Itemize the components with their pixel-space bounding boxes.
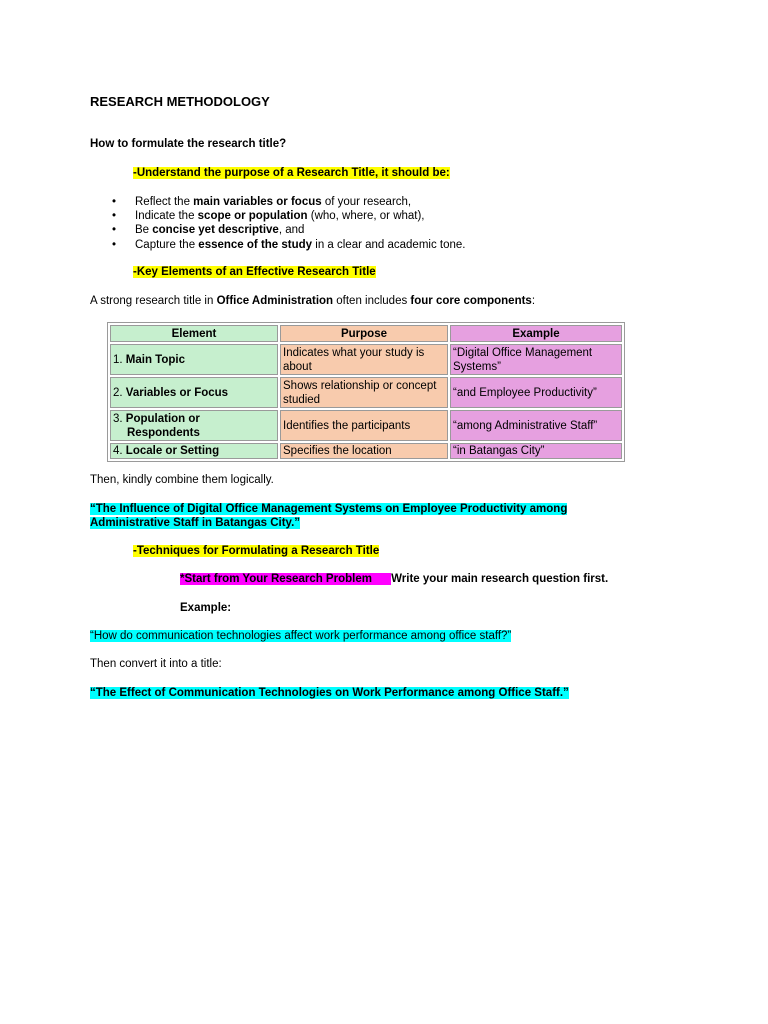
element-name: Locale or Setting bbox=[125, 445, 220, 457]
purpose-heading bbox=[133, 167, 450, 179]
final-title bbox=[90, 687, 569, 699]
example-title-block bbox=[90, 502, 567, 530]
bullet-text: Reflect the bbox=[135, 196, 194, 208]
technique-1-text: Write your main research question first. bbox=[391, 573, 609, 585]
bullet-item bbox=[110, 238, 466, 252]
combine-paragraph: Then, kindly combine them logically. bbox=[90, 474, 274, 486]
bullet-dot: • bbox=[112, 210, 117, 223]
page-title: RESEARCH METHODOLOGY bbox=[90, 94, 270, 109]
purpose-cell: Identifies the participants bbox=[280, 410, 448, 441]
element-name: Population or bbox=[125, 412, 200, 425]
elements-table bbox=[107, 322, 625, 462]
techniques-heading-text: -Techniques for Formulating a Research Title bbox=[133, 545, 380, 557]
key-elements-heading-text: -Key Elements of an Effective Research Title bbox=[133, 266, 376, 278]
bullet-bold: main variables or focus bbox=[193, 196, 322, 208]
element-name-continued: Respondents bbox=[127, 426, 200, 439]
bullet-text: of your research, bbox=[321, 196, 412, 208]
bullet-text: , and bbox=[278, 224, 305, 237]
intro-text: often includes bbox=[333, 295, 411, 307]
intro-text: A strong research title in bbox=[90, 295, 217, 307]
element-name: Variables or Focus bbox=[125, 386, 229, 399]
bullet-dot: • bbox=[112, 238, 117, 251]
convert-paragraph: Then convert it into a title: bbox=[90, 658, 222, 670]
bullet-dot: • bbox=[112, 224, 117, 237]
intro-paragraph bbox=[90, 295, 535, 307]
key-elements-heading bbox=[133, 266, 376, 278]
bullet-text: Be bbox=[135, 224, 153, 237]
bullet-text: Indicate the bbox=[135, 210, 198, 223]
table-row bbox=[110, 344, 622, 375]
bullet-bold: essence of the study bbox=[198, 238, 313, 251]
header-element: Element bbox=[110, 325, 278, 342]
example-label: Example: bbox=[180, 602, 232, 614]
bullet-bold: scope or population bbox=[197, 210, 308, 223]
table-header-row bbox=[110, 325, 622, 342]
intro-bold: four core components bbox=[410, 295, 532, 307]
element-cell bbox=[110, 410, 278, 441]
header-example: Example bbox=[450, 325, 622, 342]
bullet-bold: concise yet descriptive bbox=[152, 224, 279, 237]
bullet-item bbox=[110, 195, 466, 209]
question-heading: How to formulate the research title? bbox=[90, 138, 287, 150]
bullet-text: Capture the bbox=[135, 238, 199, 251]
example-cell: “Digital Office Management Systems” bbox=[450, 344, 622, 375]
element-cell bbox=[110, 377, 278, 408]
bullet-text: (who, where, or what), bbox=[307, 210, 425, 223]
intro-bold: Office Administration bbox=[216, 295, 334, 307]
technique-1 bbox=[180, 573, 608, 585]
element-number: 3. bbox=[113, 412, 126, 425]
technique-1-label: *Start from Your Research Problem bbox=[180, 573, 392, 585]
table-row bbox=[110, 410, 622, 441]
purpose-heading-text: -Understand the purpose of a Research Title, it should be: bbox=[133, 167, 450, 179]
element-cell bbox=[110, 344, 278, 375]
purpose-cell: Shows relationship or concept studied bbox=[280, 377, 448, 408]
bullet-item bbox=[110, 223, 466, 237]
purpose-cell: Indicates what your study is about bbox=[280, 344, 448, 375]
element-number: 1. bbox=[113, 353, 126, 366]
table-row bbox=[110, 377, 622, 408]
example-cell: “in Batangas City” bbox=[450, 443, 622, 459]
table-row bbox=[110, 443, 622, 459]
element-name: Main Topic bbox=[125, 353, 185, 366]
techniques-heading bbox=[133, 545, 379, 557]
bullet-dot: • bbox=[112, 196, 117, 208]
intro-text: : bbox=[531, 295, 536, 307]
bullet-text: in a clear and academic tone. bbox=[312, 238, 466, 251]
element-number: 2. bbox=[113, 386, 126, 399]
final-title-text: “The Effect of Communication Technologies on Work Performance among Office Staff.” bbox=[90, 687, 569, 699]
bullet-item bbox=[110, 209, 466, 223]
header-purpose: Purpose bbox=[280, 325, 448, 342]
example-title-line2: Administrative Staff in Batangas City.” bbox=[90, 517, 301, 529]
element-number: 4. bbox=[113, 445, 126, 457]
purpose-bullet-list bbox=[110, 195, 466, 252]
example-cell: “and Employee Productivity” bbox=[450, 377, 622, 408]
example-cell: “among Administrative Staff” bbox=[450, 410, 622, 441]
question-example bbox=[90, 630, 511, 642]
example-title-line1: “The Influence of Digital Office Management Systems on Employee Productivity among bbox=[90, 503, 568, 515]
purpose-cell: Specifies the location bbox=[280, 443, 448, 459]
element-cell bbox=[110, 443, 278, 459]
question-example-text: “How do communication technologies affect work performance among office staff?” bbox=[90, 630, 512, 642]
